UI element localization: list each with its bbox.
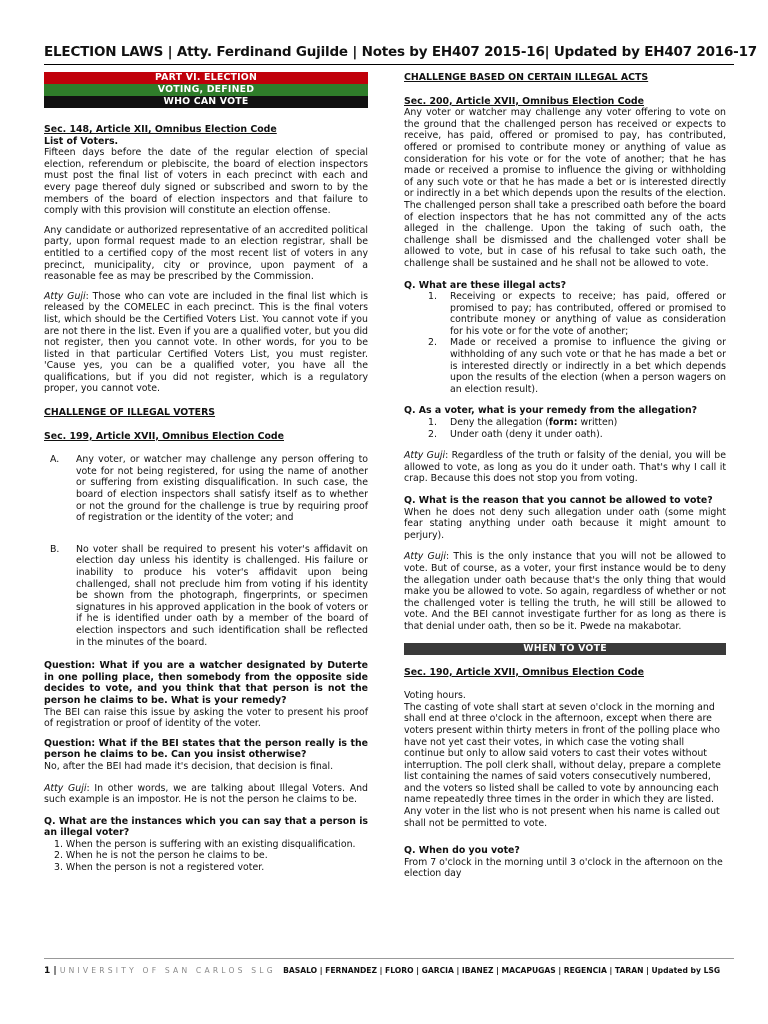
band-who-can-vote: WHO CAN VOTE xyxy=(44,96,368,108)
list-item-mark: 2. xyxy=(428,428,437,440)
atty-note-3 xyxy=(404,450,726,485)
sec-148-para-2: Any candidate or authorized representative of an accredited political party, upon formal request made to an election registrar, shall be entitled to a certified copy of the most recent list of voters in any precinct, municipality, city or province, upon payment of a reasonable fee as may be prescribed by the Commission. xyxy=(44,224,368,283)
list-item-text xyxy=(444,417,726,429)
sec-190-heading: Sec. 190, Article XVII, Omnibus Election Code xyxy=(404,666,644,678)
atty-label: Atty Guji xyxy=(44,782,87,794)
sec-148-heading: Sec. 148, Article XII, Omnibus Election Code xyxy=(44,124,277,135)
sec-148-title: List of Voters. xyxy=(44,135,119,147)
atty-note-text: : This is the only instance that you will not be allowed to vote. But of course, as a voter, your first instance would be to deny the allegation under oath because that's the only thing that would make you be allowed to vote. So again, regardless of whether or not the challenged voter is telling the truth, he will still be allowed to vote. And the BEI cannot investigate further for as long as there is that denial under oath, then so be it. Pwede na makabotar. xyxy=(404,551,726,632)
sec-148-para-1: Fifteen days before the date of the regular election of special election, referendum or plebiscite, the board of election inspectors must post the final list of voters in each precinct with each and every page thereof duly signed or subscribed and sworn to by the members of the board of election inspectors and that failure to comply with this provision will constitute an election offense. xyxy=(44,147,368,217)
list-item-text: Any voter, or watcher may challenge any person offering to vote for not being registered, for using the name of another or suffering from existing disqualification. In such case, the board of election inspectors shall satisfy itself as to whether or not the ground for the challenge is true by requiring proof of registration or the identity of the voter; and xyxy=(76,454,368,524)
band-part-vi: PART VI. ELECTION xyxy=(44,72,368,84)
atty-note-text: : In other words, we are talking about Illegal Voters. And such example is an impostor. He is not the person he claims to be. xyxy=(44,782,369,806)
page-header-title: ELECTION LAWS | Atty. Ferdinand Gujilde | Notes by EH407 2015-16| Updated by EH407 2016-17 xyxy=(44,44,757,60)
sec-200-text: Any voter or watcher may challenge any voter offering to vote on the ground that the challenged person has received or expects to receive, has paid, offered or promised to pay, has contributed, offered or promised to contribute money or anything of value as consideration for his vote or for the vote of another; that he has made or received a promise to influence the giving or withholding of any such vote or that he has made a bet or is interested directly or indirectly in a bet which depends upon the results of the election. The challenged person shall take a prescribed oath before the board of election inspectors that he has not committed any of the acts alleged in the challenge. Upon the taking of such oath, the challenge shall be dismissed and the challenged voter shall be allowed to vote, but in case of his refusal to take such oath, the challenge shall be sustained and he shall not be allowed to vote. xyxy=(404,107,726,269)
list-item-text: Made or received a promise to influence the giving or withholding of any such vote or that he has made a bet or is interested directly or indirectly in a bet which depends upon the results of the election (when a person wagers on an election result). xyxy=(450,337,726,395)
atty-label: Atty Guji xyxy=(404,450,446,462)
list-item-mark: 2. xyxy=(428,337,437,349)
remedy-text: Deny the allegation ( xyxy=(450,417,549,429)
voting-hours-title: Voting hours. xyxy=(404,690,466,702)
list-item: 1. When the person is suffering with an existing disqualification. xyxy=(54,838,356,850)
sec-200-heading: Sec. 200, Article XVII, Omnibus Election Code xyxy=(404,95,644,107)
question-when: Q. When do you vote? xyxy=(404,845,520,857)
answer-1: The BEI can raise this issue by asking the voter to present his proof of registration or proof of identity of the voter. xyxy=(44,706,368,730)
list-item xyxy=(44,544,368,648)
answer-2: No, after the BEI had made it's decision, that decision is final. xyxy=(44,760,334,772)
footer-rule xyxy=(44,958,734,959)
footer-separator: | xyxy=(50,966,60,976)
atty-note-4 xyxy=(404,551,726,632)
header-rule xyxy=(44,64,734,65)
list-item-mark: A. xyxy=(50,454,60,466)
band-voting-defined: VOTING, DEFINED xyxy=(44,84,368,96)
atty-note-2 xyxy=(44,783,368,806)
answer-reason: When he does not deny such allegation under oath (some might fear stating anything under oath because it might amount to perjury). xyxy=(404,506,726,541)
list-item xyxy=(404,291,726,337)
atty-note-1 xyxy=(44,291,368,395)
list-item-text: Receiving or expects to receive; has paid, offered or promised to pay; has contributed, offered or promised to contribute money or anything of value as consideration for his vote or for the vote of another; xyxy=(450,291,726,337)
question-reason: Q. What is the reason that you cannot be allowed to vote? xyxy=(404,495,713,506)
list-item-mark: 1. xyxy=(428,417,437,429)
page-footer xyxy=(44,966,734,976)
list-item-text: Under oath (deny it under oath). xyxy=(450,428,603,440)
question-illegal-acts: Q. What are these illegal acts? xyxy=(404,279,567,291)
question-3: Q. What are the instances which you can say that a person is an illegal voter? xyxy=(44,815,368,839)
atty-note-text: : Regardless of the truth or falsity of the denial, you will be allowed to vote, as long as you do it under oath. That's why I call it crap. Because this does not stop you from voting. xyxy=(404,450,726,485)
authors: BASALO | FERNANDEZ | FLORO | GARCIA | IBANEZ | MACAPUGAS | REGENCIA | TARAN | Updated by LSG xyxy=(283,966,721,975)
list-item: 2. When he is not the person he claims to be. xyxy=(54,850,268,862)
list-item-mark: B. xyxy=(50,543,60,555)
atty-label: Atty Guji xyxy=(404,551,446,563)
atty-note-text: : Those who can vote are included in the final list which is released by the COMELEC in each precinct. This is the final voters list, which should be the Certified Voters List. You cannot vote if you are not there in the list. Even if you are a qualified voter, but you did not register, then you cannot vote. In other words, for you to be listed in that particular Certified Voters List, you must register. 'Cause yes, you can be a qualified voter, you have all the qualifications, but if you did not register, which is a regulatory proper, you cannot vote. xyxy=(44,290,368,395)
list-item: 3. When the person is not a registered voter. xyxy=(54,862,265,874)
answer-when: From 7 o'clock in the morning until 3 o'clock in the afternoon on the election day xyxy=(404,856,723,880)
atty-label: Atty Guji xyxy=(44,290,86,302)
list-item-text: No voter shall be required to present his voter's affidavit on election day unless his identity is challenged. His failure or inability to produce his voter's affidavit upon being challenged, shall not preclude him from voting if his identity be shown from the photograph, fingerprints, or specimen signatures in his approved application in the book of voters or if he is identified under oath by a member of the board of election inspectors and such identification shall be reflected in the minutes of the board. xyxy=(76,543,368,648)
sec-199-heading: Sec. 199, Article XVII, Omnibus Election Code xyxy=(44,430,284,442)
instances-list xyxy=(44,839,368,874)
question-2: Question: What if the BEI states that the person really is the person he claims to be. Can you insist otherwise? xyxy=(44,737,368,761)
remedy-text: written) xyxy=(577,417,618,429)
page-number: 1 xyxy=(44,966,51,976)
remedy-form-label: form: xyxy=(548,417,578,429)
question-remedy: Q. As a voter, what is your remedy from the allegation? xyxy=(404,405,698,417)
list-item xyxy=(404,417,726,429)
sec-190-text: The casting of vote shall start at seven o'clock in the morning and shall end at three o'clock in the afternoon, except when there are voters present within thirty meters in front of the polling place who have not yet cast their votes, in which case the voting shall continue but only to allow said voters to cast their votes without interruption. The poll clerk shall, without delay, prepare a complete list containing the names of said voters consecutively numbered, and the voters so listed shall be called to vote by announcing each name repeatedly three times in the order in which they are listed. Any voter in the list who is not present when his name is called out shall not be permitted to vote. xyxy=(404,701,721,829)
university-name: UNIVERSITY OF SAN CARLOS SLG xyxy=(59,966,276,975)
list-item xyxy=(404,429,726,441)
challenge-heading: CHALLENGE OF ILLEGAL VOTERS xyxy=(44,407,216,419)
band-when-to-vote: WHEN TO VOTE xyxy=(404,643,726,655)
challenge-acts-heading: CHALLENGE BASED ON CERTAIN ILLEGAL ACTS xyxy=(404,72,649,83)
right-column xyxy=(404,72,726,880)
list-item xyxy=(404,337,726,395)
question-1: Question: What if you are a watcher designated by Duterte in one polling place, then somebody from the opposite side decides to vote, and you think that that person is not the person he claims to be. What is your remedy? xyxy=(44,660,368,706)
list-item xyxy=(44,454,368,524)
left-column xyxy=(44,72,368,874)
list-item-mark: 1. xyxy=(428,291,437,303)
